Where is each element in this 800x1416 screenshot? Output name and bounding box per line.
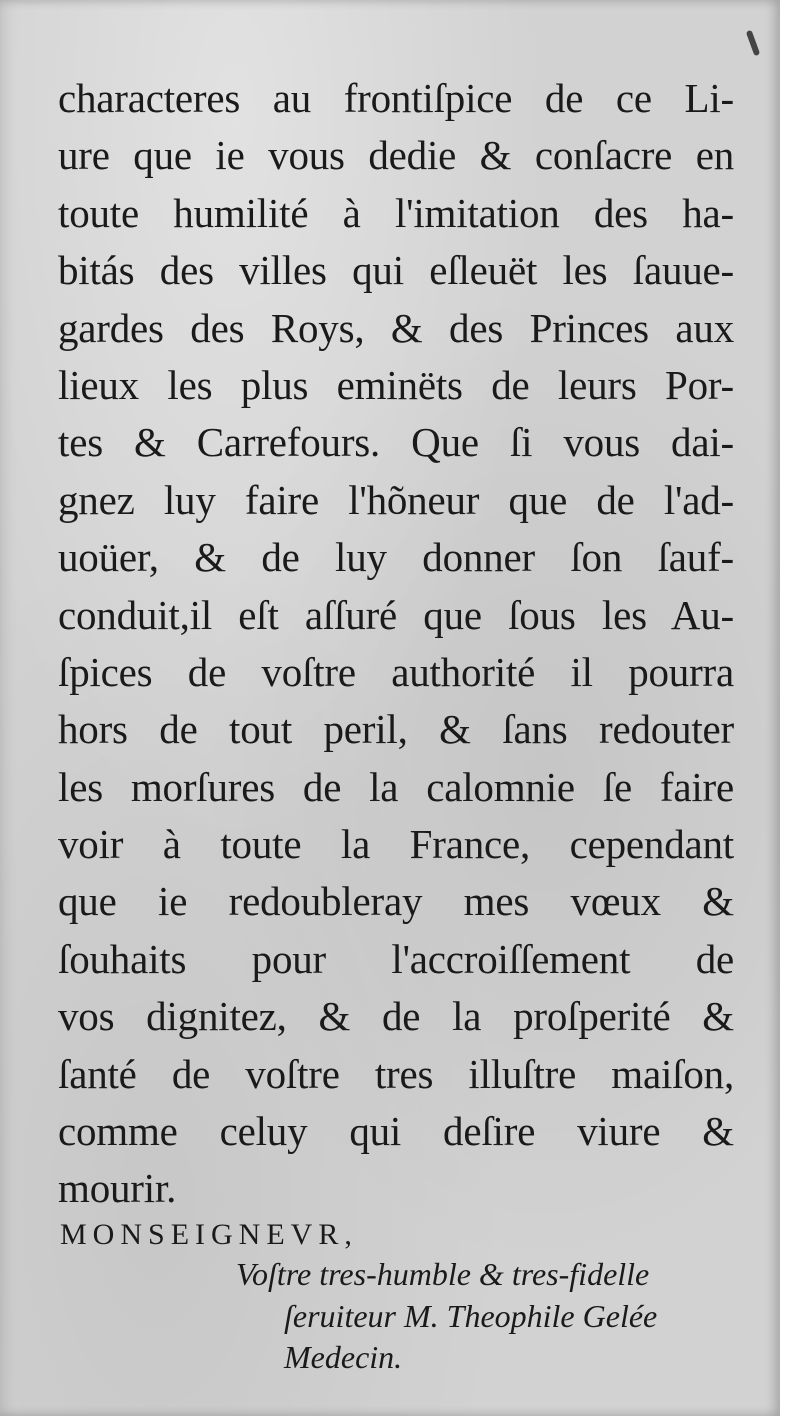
text-line-final: mourir. [58,1165,177,1212]
text-line: uoüer, & de luy donner ſon ſauf- [58,534,734,581]
page-mark [746,30,761,56]
text-line: conduit,il eſt aſſuré que ſous les Au- [58,591,734,638]
page-margin [780,0,800,1416]
text-line: tes & Carrefours. Que ſi vous dai- [58,419,734,466]
signature-line-2: ſeruiteur M. Theophile Gelée [284,1298,658,1334]
text-line: bitás des villes qui eſleuët les ſauue- [58,247,734,294]
text-line: voir à toute la France, cependant [58,821,734,868]
text-line: ure que ie vous dedie & conſacre en [58,132,734,179]
text-line: toute humilité à l'imitation des ha- [58,189,734,236]
text-line: characteres au frontiſpice de ce Li- [58,75,734,121]
dedication-body [58,70,734,1218]
text-line: lieux les plus eminëts de leurs Por- [58,361,734,408]
text-line: vos dignitez, & de la proſperité & [58,993,734,1040]
text-line: que ie redoubleray mes vœux & [58,878,734,925]
text-line: gardes des Roys, & des Princes aux [58,304,734,351]
text-line: hors de tout peril, & ſans redouter [58,706,734,753]
text-line: ſouhaits pour l'accroiſſement de [58,935,734,982]
salutation: MONSEIGNEVR, [60,1218,358,1251]
text-line: comme celuy qui deſire viure & [58,1108,734,1155]
signature-line-3: Medecin. [284,1339,403,1375]
text-line: ſpices de voſtre authorité il pourra [58,648,734,695]
text-line: ſanté de voſtre tres illuſtre maiſon, [58,1050,734,1097]
text-line: les morſures de la calomnie ſe faire [58,763,734,810]
text-line: gnez luy faire l'hõneur que de l'ad- [58,476,734,523]
signature-line-1: Voſtre tres-humble & tres-fidelle [236,1256,650,1292]
